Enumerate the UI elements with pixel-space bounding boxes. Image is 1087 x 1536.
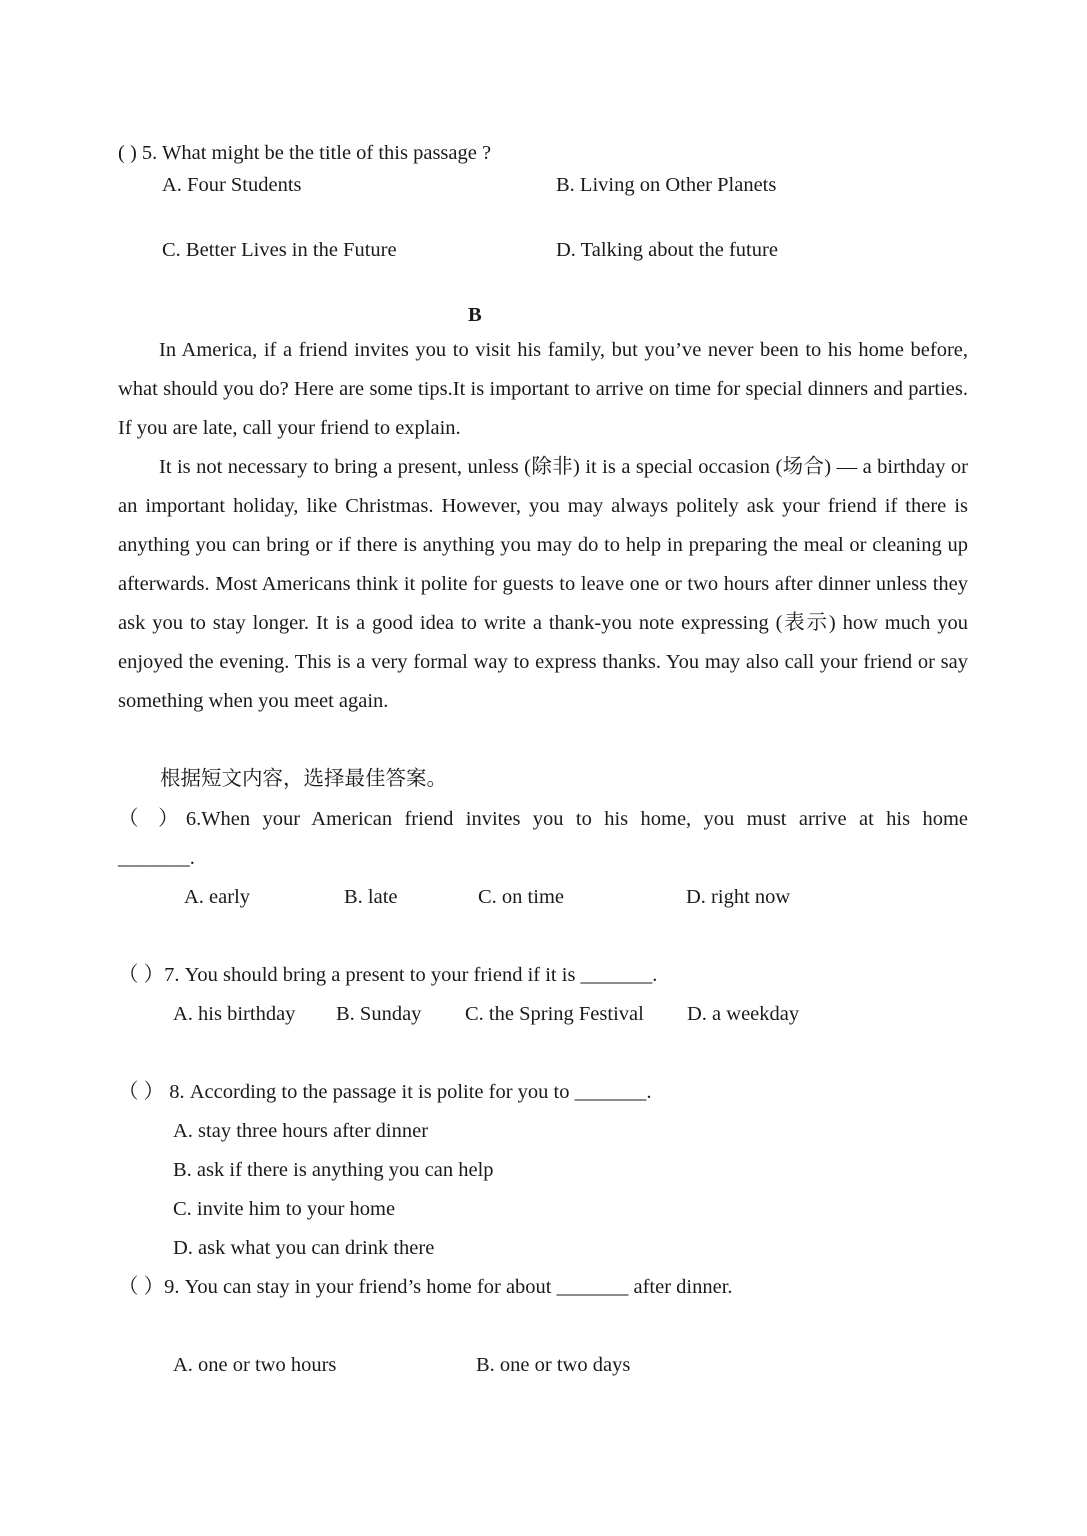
question-7-stem: （ ）7. You should bring a present to your friend if it is _______. bbox=[118, 964, 658, 986]
question-5-stem: ( ) 5. What might be the title of this passage ? bbox=[118, 142, 492, 164]
question-8-option-a: A. stay three hours after dinner bbox=[173, 1120, 429, 1142]
question-8-option-d: D. ask what you can drink there bbox=[173, 1237, 435, 1259]
instruction-text: 根据短文内容，选择最佳答案。 bbox=[160, 768, 447, 790]
question-6-option-c: C. on time bbox=[478, 886, 564, 908]
question-6-option-d: D. right now bbox=[686, 886, 791, 908]
question-5-option-c: C. Better Lives in the Future bbox=[162, 239, 397, 261]
passage-paragraph-2: It is not necessary to bring a present, unless (除非) it is a special occasion (场合) — a birthday or an important holiday, like Christmas. However, you may always politely ask your friend if there is anything you can bring or if there is anything you may do to help in preparing the meal or cleaning up afterwards. Most Americans think it polite for guests to leave one or two hours after dinner unless they ask you to stay longer. It is a good idea to write a thank-you note expressing (表示) how much you enjoyed the evening. This is a very formal way to express thanks. You may also call your friend or say something when you meet again. bbox=[118, 456, 968, 712]
question-8-option-b: B. ask if there is anything you can help bbox=[173, 1159, 494, 1181]
question-9-option-a: A. one or two hours bbox=[173, 1354, 337, 1376]
question-8-option-c: C. invite him to your home bbox=[173, 1198, 396, 1220]
question-6-option-b: B. late bbox=[344, 886, 398, 908]
question-5-option-d: D. Talking about the future bbox=[556, 239, 778, 261]
question-7-option-a: A. his birthday bbox=[173, 1003, 296, 1025]
question-7-option-b: B. Sunday bbox=[336, 1003, 422, 1025]
section-heading: B bbox=[468, 304, 482, 326]
question-7-option-d: D. a weekday bbox=[687, 1003, 800, 1025]
question-6-stem: （ ）6.When your American friend invites you to his home, you must arrive at his home bbox=[118, 808, 968, 830]
question-5-option-b: B. Living on Other Planets bbox=[556, 174, 777, 196]
question-8-stem: （ ） 8. According to the passage it is polite for you to _______. bbox=[118, 1081, 652, 1103]
question-5-option-a: A. Four Students bbox=[162, 174, 302, 196]
question-9-stem: （ ）9. You can stay in your friend’s home for about _______ after dinner. bbox=[118, 1276, 733, 1298]
passage-paragraph-1: In America, if a friend invites you to visit his family, but you’ve never been to his home before, what should you do? Here are some tips.It is important to arrive on time for special dinners and parties. If you are late, call your friend to explain. bbox=[118, 339, 968, 439]
question-9-option-b: B. one or two days bbox=[476, 1354, 631, 1376]
question-6-blank: _______. bbox=[118, 847, 195, 869]
question-7-option-c: C. the Spring Festival bbox=[465, 1003, 644, 1025]
question-6-option-a: A. early bbox=[184, 886, 251, 908]
